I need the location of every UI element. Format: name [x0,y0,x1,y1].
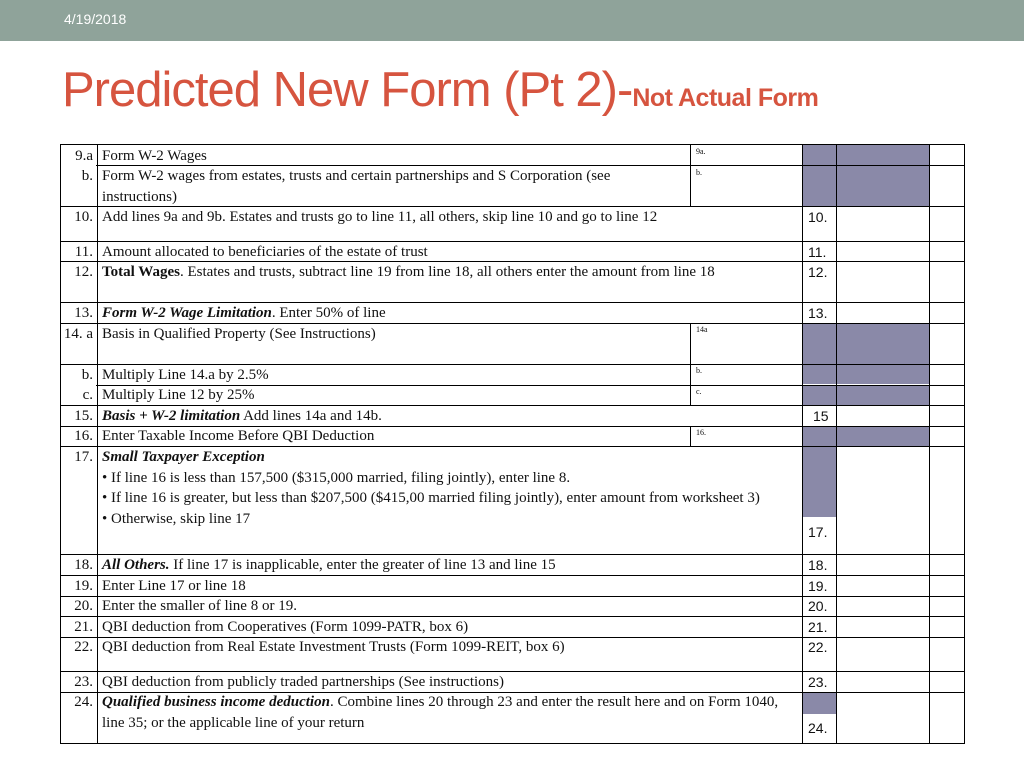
line-ref: 11. [808,244,827,260]
line-number: 14. a [63,326,93,342]
shade-cell [837,166,929,206]
line-16-description: Enter Taxable Income Before QBI Deduction [102,428,375,444]
shade-cell [837,385,929,405]
line-number: 22. [74,639,93,655]
line-13-description [102,303,797,324]
shade-cell [837,323,929,364]
line-15-text: Add lines 14a and 14b. [240,408,382,424]
shade-cell [837,364,929,384]
line-ref: 12. [808,264,828,280]
subline-tag: 14a [696,325,708,334]
line-17-description [102,447,797,529]
subline-tag: 16. [696,428,706,437]
line-23-description: QBI deduction from publicly traded partnerships (See instructions) [102,674,504,690]
shade-cell [802,692,836,714]
line-number: b. [81,367,93,383]
line-ref: 18. [808,557,828,573]
shade-cell [802,426,836,446]
line-15-description [102,406,797,427]
line-18-description [102,555,797,576]
line-19-description: Enter Line 17 or line 18 [102,578,246,594]
line-number: b. [81,168,93,184]
line-ref: 22. [808,639,828,655]
line-12-description [102,262,797,283]
line-number: 13. [74,305,93,321]
line-ref: 17. [808,524,828,540]
subline-tag: b. [696,366,702,375]
subline-tag: 9a. [696,147,706,156]
line-17-lead: Small Taxpayer Exception [102,449,265,465]
line-13-lead: Form W-2 Wage Limitation [102,305,272,321]
line-9b-description: Form W-2 wages from estates, trusts and certain partnerships and S Corporation (see instructions) [102,168,611,205]
line-number: 20. [74,598,93,614]
shade-cell [802,166,836,206]
line-ref: 19. [808,578,828,594]
title-subtitle: Not Actual Form [632,84,819,112]
line-20-description: Enter the smaller of line 8 or 19. [102,598,297,614]
line-number: 21. [74,619,93,635]
line-12-text: . Estates and trusts, subtract line 19 from line 18, all others enter the amount from line 18 [179,264,715,280]
line-24-lead: Qualified business income deduction [102,694,330,710]
line-number: 11. [74,244,93,260]
line-ref: 10. [808,209,828,225]
line-17-bullet: • If line 16 is greater, but less than $207,500 ($415,00 married filing jointly), enter amount from worksheet 3) [102,490,760,506]
line-number: 24. [74,694,93,710]
line-ref: 15 [813,408,829,424]
line-ref: 13. [808,305,828,321]
line-11-description: Amount allocated to beneficiaries of the estate of trust [102,244,428,260]
line-24-text: . Combine lines 20 through 23 and enter the result here and on Form 1040, line 35; or the applicable line of your return [102,694,779,731]
shade-cell [837,145,929,165]
line-22-description: QBI deduction from Real Estate Investment Trusts (Form 1099-REIT, box 6) [102,639,565,655]
shade-cell [802,323,836,364]
line-17-bullet: • Otherwise, skip line 17 [102,510,251,527]
line-number: 23. [74,674,93,690]
title-main: Predicted New Form (Pt 2)- [62,63,633,117]
shade-cell [802,385,836,405]
line-ref: 24. [808,720,828,736]
line-ref: 21. [808,619,828,635]
line-number: c. [82,387,93,403]
shade-cell [802,145,836,165]
slide-date: 4/19/2018 [64,11,127,27]
line-10-description: Add lines 9a and 9b. Estates and trusts go to line 11, all others, skip line 10 and go to line 12 [102,209,658,225]
line-21-description: QBI deduction from Cooperatives (Form 1099-PATR, box 6) [102,619,469,635]
line-18-lead: All Others. [102,557,170,573]
line-number: 15. [74,408,93,424]
line-number: 18. [74,557,93,573]
line-9a-description: Form W-2 Wages [102,148,207,164]
line-number: 9.a [75,148,93,164]
line-14b-description: Multiply Line 14.a by 2.5% [102,367,269,383]
line-14a-description: Basis in Qualified Property (See Instructions) [102,326,376,342]
line-number: 16. [74,428,93,444]
line-14c-description: Multiply Line 12 by 25% [102,387,255,403]
shade-cell [802,364,836,384]
line-17-bullet: • If line 16 is less than 157,500 ($315,000 married, filing jointly), enter line 8. [102,469,571,486]
line-12-lead: Total Wages [102,264,180,280]
line-ref: 23. [808,674,828,690]
subline-tag: c. [696,387,702,396]
subline-tag: b. [696,168,702,177]
line-15-lead: Basis + W-2 limitation [102,408,241,424]
line-number: 17. [74,449,93,465]
line-13-text: . Enter 50% of line [271,305,386,321]
line-number: 10. [74,209,93,225]
line-18-text: If line 17 is inapplicable, enter the greater of line 13 and line 15 [169,557,556,573]
shade-cell [837,426,929,446]
line-24-description [102,692,797,733]
shade-cell [802,447,836,517]
line-number: 19. [74,578,93,594]
line-number: 12. [74,264,93,280]
line-ref: 20. [808,598,828,614]
